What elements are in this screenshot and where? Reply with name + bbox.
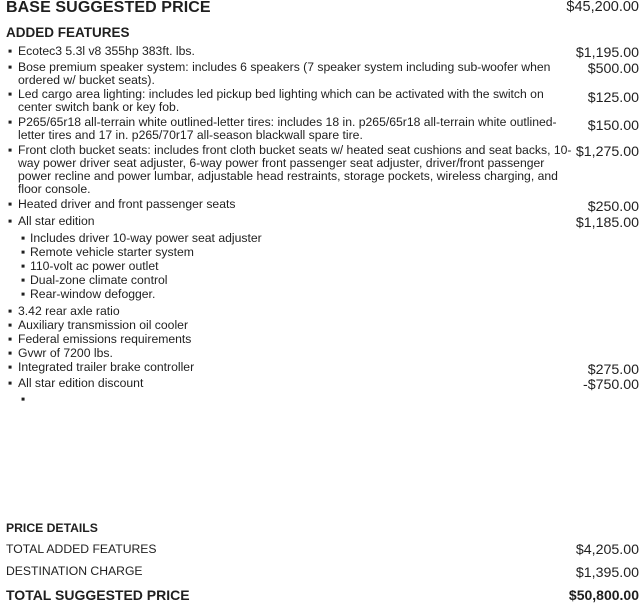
feature-text: All star edition discount (18, 376, 144, 390)
bullet-icon: ▪ (8, 304, 13, 318)
feature-item (8, 116, 573, 142)
feature-item (8, 305, 573, 318)
feature-text: Integrated trailer brake controller (18, 360, 195, 374)
bullet-icon: ▪ (8, 360, 13, 374)
feature-item (8, 319, 573, 332)
bullet-icon: ▪ (8, 44, 13, 58)
sub-item (21, 246, 561, 259)
price-details-title: PRICE DETAILS (6, 521, 98, 535)
bullet-icon: ▪ (21, 392, 26, 406)
bullet-icon: ▪ (8, 346, 13, 360)
feature-price: $1,185.00 (575, 215, 639, 231)
sub-item-text: 110-volt ac power outlet (30, 259, 159, 273)
bullet-icon: ▪ (21, 231, 26, 245)
total-added-value: $4,205.00 (575, 542, 639, 558)
destination-charge-label: DESTINATION CHARGE (6, 564, 143, 578)
sub-item-text: Rear-window defogger. (30, 287, 156, 301)
sub-item-text: Remote vehicle starter system (30, 245, 194, 259)
base-price-label: BASE SUGGESTED PRICE (6, 0, 211, 16)
bullet-icon: ▪ (8, 197, 13, 211)
feature-text: Led cargo area lighting: includes led pickup bed lighting which can be activated with the switch on center switch bank or key fob. (18, 87, 544, 114)
bullet-icon: ▪ (8, 376, 13, 390)
total-suggested-price-label: TOTAL SUGGESTED PRICE (6, 587, 190, 603)
feature-price: $500.00 (587, 61, 639, 77)
feature-price: $1,195.00 (575, 45, 639, 61)
feature-price: $125.00 (587, 90, 639, 106)
feature-item (8, 361, 573, 374)
feature-item (8, 61, 573, 87)
bullet-icon: ▪ (8, 60, 13, 74)
sub-item-text: Includes driver 10-way power seat adjuster (30, 231, 262, 245)
feature-text: All star edition (18, 214, 95, 228)
feature-text: Front cloth bucket seats: includes front cloth bucket seats w/ heated seat cushions and seat backs, 10-way power driver seat adjuster, 6-way power front passenger seat adjuster, driver/front passenger power recline and power lumbar, adjustable head restraints, storage pockets, wireless charging, and floor console. (18, 143, 572, 196)
feature-text: 3.42 rear axle ratio (18, 304, 120, 318)
feature-text: Auxiliary transmission oil cooler (18, 318, 189, 332)
bullet-icon: ▪ (21, 259, 26, 273)
destination-charge-value: $1,395.00 (575, 565, 639, 581)
feature-item (8, 347, 573, 360)
feature-item (8, 45, 573, 58)
sub-item (21, 260, 561, 273)
bullet-icon: ▪ (8, 318, 13, 332)
added-features-title: ADDED FEATURES (6, 25, 130, 40)
feature-text: P265/65r18 all-terrain white outlined-letter tires: includes 18 in. p265/65r18 all-terrain white outlined-letter tires and 17 in. p265/70r17 all-season blackwall spare tire. (18, 115, 557, 142)
sub-item (21, 288, 561, 301)
bullet-icon: ▪ (21, 245, 26, 259)
base-price-value: $45,200.00 (566, 0, 639, 15)
feature-item (8, 198, 573, 211)
feature-item (8, 88, 573, 114)
feature-text: Heated driver and front passenger seats (18, 197, 236, 211)
sub-item-text: Dual-zone climate control (30, 273, 168, 287)
bullet-icon: ▪ (8, 214, 13, 228)
feature-price: $275.00 (587, 362, 639, 378)
feature-text: Gvwr of 7200 lbs. (18, 346, 113, 360)
bullet-icon: ▪ (21, 287, 26, 301)
feature-price: $1,275.00 (575, 144, 639, 160)
feature-price: -$750.00 (582, 377, 639, 393)
bullet-icon: ▪ (8, 143, 13, 157)
sub-item (21, 274, 561, 287)
feature-item (8, 144, 573, 196)
feature-text: Bose premium speaker system: includes 6 speakers (7 speaker system including sub-woofer when ordered w/ bucket seats). (18, 60, 551, 87)
feature-price: $250.00 (587, 199, 639, 215)
bullet-icon: ▪ (8, 332, 13, 346)
sub-item (21, 232, 561, 245)
feature-item (8, 215, 573, 228)
bullet-icon: ▪ (8, 87, 13, 101)
total-suggested-price-value: $50,800.00 (568, 587, 639, 603)
feature-item (8, 377, 573, 390)
bullet-icon: ▪ (21, 273, 26, 287)
feature-text: Ecotec3 5.3l v8 355hp 383ft. lbs. (18, 44, 195, 58)
feature-text: Federal emissions requirements (18, 332, 192, 346)
feature-item (8, 333, 573, 346)
total-added-label: TOTAL ADDED FEATURES (6, 542, 157, 556)
feature-price: $150.00 (587, 118, 639, 134)
bullet-icon: ▪ (8, 115, 13, 129)
